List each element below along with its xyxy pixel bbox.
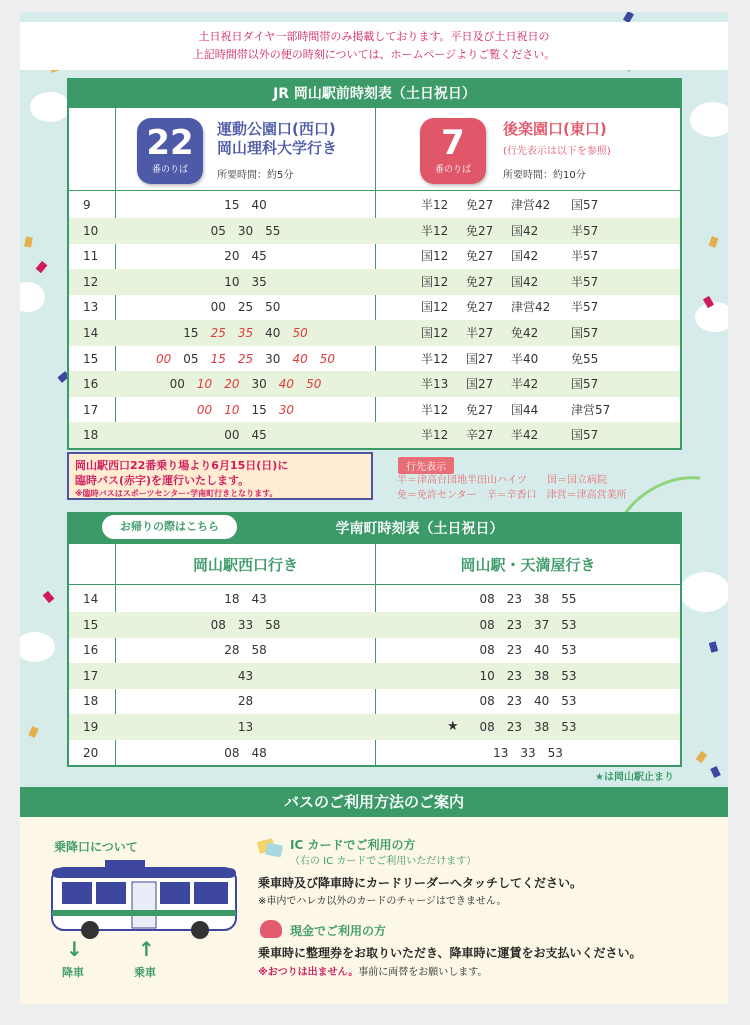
route-22-departures [116,192,375,218]
route-22-departures [116,371,375,397]
hour-cell: 17 [83,402,99,417]
temporary-bus-notice: 岡山駅西口22番乗り場より6月15日(日)に 臨時バス(赤字)を運行いたします。 ※臨時バスはスポーツセンター･学南町行きとなります。 [67,452,373,500]
departure-minute: 00 [224,428,240,443]
route-22-departures [116,243,375,269]
route-22-departures [116,422,375,448]
route-7-departure: 免27 [466,249,494,264]
route-7-departure: 国42 [511,274,539,289]
route-7-duration: 所要時間：約10分 [503,170,586,181]
route-7-departure: 国42 [511,223,539,238]
temporary-departure: 35 [237,326,254,340]
route-7-departure: 国12 [421,300,449,315]
route-7-badge [420,118,486,184]
destination-legend-tag: 行先表示 [398,457,454,474]
route-7-departure: 半27 [466,326,494,340]
gakunan-timetable [67,512,682,767]
temporary-departure: 15 [210,351,226,366]
confetti-decoration [709,641,718,652]
departure-minute: 35 [251,274,267,289]
enter-label: 乗車 [134,966,156,979]
departure-minute: 00 [169,377,185,392]
departure-minute: 15 [183,326,199,340]
jr-table-row [69,294,680,320]
west-exit-departures: 13 [237,720,254,734]
cloud-decoration [695,302,728,332]
route-22-departures [116,397,375,423]
tenmaya-departures: 13 33 53 [493,745,563,760]
ic-card-instruction: 乗車時及び降車時にカードリーダーへタッチしてください。 [258,876,583,890]
cash-title: 現金でご利用の方 [290,924,387,938]
route-7-departure: 半57 [571,249,599,264]
departure-minute: 40 [265,326,281,340]
route-7-departure: 国12 [421,326,449,340]
route-7-departure: 辛27 [466,428,494,443]
temporary-departure: 50 [306,377,322,392]
route-7-destination: 後楽園口(東口) [503,120,607,138]
star-icon: ★ [447,719,459,734]
hour-cell: 14 [83,326,99,340]
confetti-decoration [710,766,721,778]
west-exit-departures: 18 43 [224,592,267,606]
coin-purse-icon [260,920,282,938]
gakunan-table-row [69,714,680,740]
temporary-departure: 00 [155,351,172,366]
route-7-departure: 免27 [466,402,494,417]
departure-minute: 30 [237,223,254,238]
route-7-departure: 免27 [466,274,494,289]
hour-cell: 10 [83,223,99,238]
tenmaya-departures: 08 23 38 55 [479,592,577,606]
route-7-departure: 国57 [571,326,599,340]
destination-legend: 半＝津高台団地半田山ハイツ 国＝国立病院 免＝免許センター 辛＝辛香口 津営＝津高営業所 [397,475,627,501]
route-7-departure: 津営42 [511,300,551,315]
hour-cell: 11 [83,249,99,264]
tenmaya-column-header: 岡山駅・天満屋行き [460,556,596,574]
temporary-departure: 25 [237,351,254,366]
star-note: ★は岡山駅止まり [595,772,674,783]
departure-minute: 15 [224,198,240,212]
route-7-departure: 国27 [466,377,494,392]
confetti-decoration [709,236,719,248]
route-7-departure: 半12 [421,402,449,417]
confetti-decoration [696,751,707,763]
route-22-destination: 運動公園口(西口) 岡山理科大学行き [217,120,338,157]
hour-cell: 12 [83,274,99,289]
departure-minute: 45 [251,428,267,443]
bus-illustration [50,860,240,940]
route-22-departures [116,320,375,346]
route-7-departure: 免27 [466,223,494,238]
route-22-departures [116,218,375,244]
cash-instruction: 乗車時に整理券をお取りいただき、降車時に運賃をお支払いください。 [258,946,642,960]
route-7-departure: 国12 [421,274,449,289]
route-7-departure: 半57 [571,300,599,315]
temporary-departure: 10 [196,377,213,392]
hour-cell: 20 [83,745,99,760]
exit-arrow-icon: ↓ [66,937,83,961]
platform-label: 番のりば [434,165,471,175]
hour-cell: 16 [83,643,99,658]
route-7-departure: 国27 [466,351,494,366]
route-7-departure: 半57 [571,223,599,238]
departure-minute: 00 [210,300,226,315]
west-exit-departures: 28 [237,694,254,709]
ic-card-note: ※車内でハレカ以外のカードのチャージはできません。 [258,896,507,907]
cloud-decoration [20,632,55,662]
route-7-departure: 国57 [571,198,599,212]
route-number: 7 [441,123,465,163]
route-7-departure: 半13 [421,377,449,392]
tenmaya-departures: 10 23 38 53 [479,668,577,683]
route-7-departure: 国12 [421,249,449,264]
departure-minute: 10 [224,274,240,289]
temporary-departure: 50 [319,351,336,366]
tenmaya-departures: 08 23 37 53 [479,617,577,632]
jr-table-row [69,422,680,448]
jr-table-row [69,397,680,423]
cloud-decoration [20,282,45,312]
jr-table-row [69,371,680,397]
west-exit-departures: 08 33 58 [210,617,281,632]
hour-cell: 18 [83,694,99,709]
route-22-duration: 所要時間：約5分 [217,170,294,181]
gakunan-table-row [69,637,680,663]
confetti-decoration [36,261,48,273]
cloud-decoration [30,92,70,122]
hour-cell: 13 [83,300,99,315]
route-7-departure: 半12 [421,223,449,238]
timetable-flyer [20,12,728,1004]
route-7-departure: 国57 [571,377,599,392]
route-7-departure: 国42 [511,249,539,264]
west-exit-departures: 28 58 [224,643,267,658]
temporary-departure: 50 [292,326,308,340]
route-7-departure: 津営42 [511,198,551,212]
gakunan-table-row [69,586,680,612]
temporary-departure: 00 [196,402,213,417]
route-7-departure: 半42 [511,428,539,443]
departure-minute: 30 [251,377,267,392]
west-exit-departures: 08 48 [224,745,267,760]
route-22-departures [116,269,375,295]
route-7-departure: 国57 [571,428,599,443]
route-22-badge [137,118,203,184]
hour-cell: 18 [83,428,99,443]
enter-arrow-icon: ↑ [138,937,155,961]
route-7-departure: 津営57 [571,402,611,417]
gakunan-table-row [69,740,680,766]
tenmaya-departures: 08 23 40 53 [479,643,577,658]
west-exit-departures: 43 [237,668,254,683]
hour-cell: 15 [83,617,99,632]
departure-minute: 40 [251,198,267,212]
temporary-departure: 25 [210,326,226,340]
ic-card-title: IC カードでご利用の方 [290,838,416,852]
departure-minute: 45 [251,249,267,264]
confetti-decoration [28,726,39,738]
hour-cell: 16 [83,377,99,392]
cloud-decoration [680,572,728,612]
departure-minute: 50 [265,300,281,315]
jr-table-row [69,243,680,269]
route-7-departure: 半57 [571,274,599,289]
gakunan-header-divider [69,584,680,585]
departure-minute: 30 [265,351,281,366]
jr-table-row [69,269,680,295]
jr-table-row [69,218,680,244]
jr-table-title: JR 岡山駅前時刻表（土日祝日） [69,80,680,108]
departure-minute: 55 [265,223,281,238]
boarding-title: 乗降口について [54,840,138,854]
return-trip-label: お帰りの際はこちら [102,515,237,539]
jr-table-row [69,346,680,372]
ic-card-subtitle: （右の IC カードでご利用いただけます） [290,856,477,867]
gakunan-table-title: 学南町時刻表（土日祝日） [69,514,680,544]
temporary-departure: 40 [292,351,308,366]
ic-card-icon [258,836,282,858]
hour-cell: 19 [83,720,99,734]
guide-title: バスのご利用方法のご案内 [20,787,728,817]
route-22-departures [116,346,375,372]
route-7-departure: 半42 [511,377,539,392]
tenmaya-departures: 08 23 40 53 [479,694,577,709]
route-7-destination-note: (行先表示は以下を参照) [503,146,611,157]
route-22-departures [116,294,375,320]
platform-label: 番のりば [151,165,188,175]
west-exit-column-header: 岡山駅西口行き [192,556,298,574]
temporary-departure: 20 [224,377,240,392]
notice-line: 土日祝日ダイヤ一部時間帯のみ掲載しております。平日及び土日祝日の [198,30,550,43]
tenmaya-departures: 08 23 38 53 [479,720,577,734]
temporary-departure: 40 [278,377,295,392]
route-7-departure: 半12 [421,198,449,212]
route-7-departure: 免42 [511,326,539,340]
temporary-departure: 30 [278,402,295,417]
route-number: 22 [146,123,194,163]
gakunan-table-row [69,688,680,714]
jr-table-row [69,192,680,218]
departure-minute: 25 [237,300,254,315]
departure-minute: 15 [251,402,267,417]
confetti-decoration [43,591,55,603]
confetti-decoration [24,236,33,247]
hour-cell: 17 [83,668,99,683]
route-7-departure: 免27 [466,300,494,315]
hour-cell: 14 [83,592,99,606]
departure-minute: 05 [183,351,199,366]
departure-minute: 20 [224,249,240,264]
route-7-departure: 免55 [571,351,599,366]
route-7-departure: 半12 [421,428,449,443]
hour-cell: 9 [83,198,91,212]
route-7-departure: 半40 [511,351,539,366]
gakunan-table-row [69,612,680,638]
route-7-departure: 半12 [421,351,449,366]
cash-note: ※おつりは出ません。事前に両替をお願いします。 [258,967,488,978]
notice-line: 上記時間帯以外の便の時刻については、ホームページよりご覧ください。 [192,48,556,61]
hour-cell: 15 [83,351,99,366]
jr-table-row [69,320,680,346]
temporary-departure: 10 [224,402,240,417]
departure-minute: 05 [210,223,226,238]
route-7-departure: 国44 [511,402,539,417]
jr-header-divider [69,190,680,191]
route-7-departure: 免27 [466,198,494,212]
exit-label: 降車 [62,966,84,979]
schedule-notice [20,22,728,70]
gakunan-table-row [69,663,680,689]
jr-okayama-timetable [67,78,682,450]
